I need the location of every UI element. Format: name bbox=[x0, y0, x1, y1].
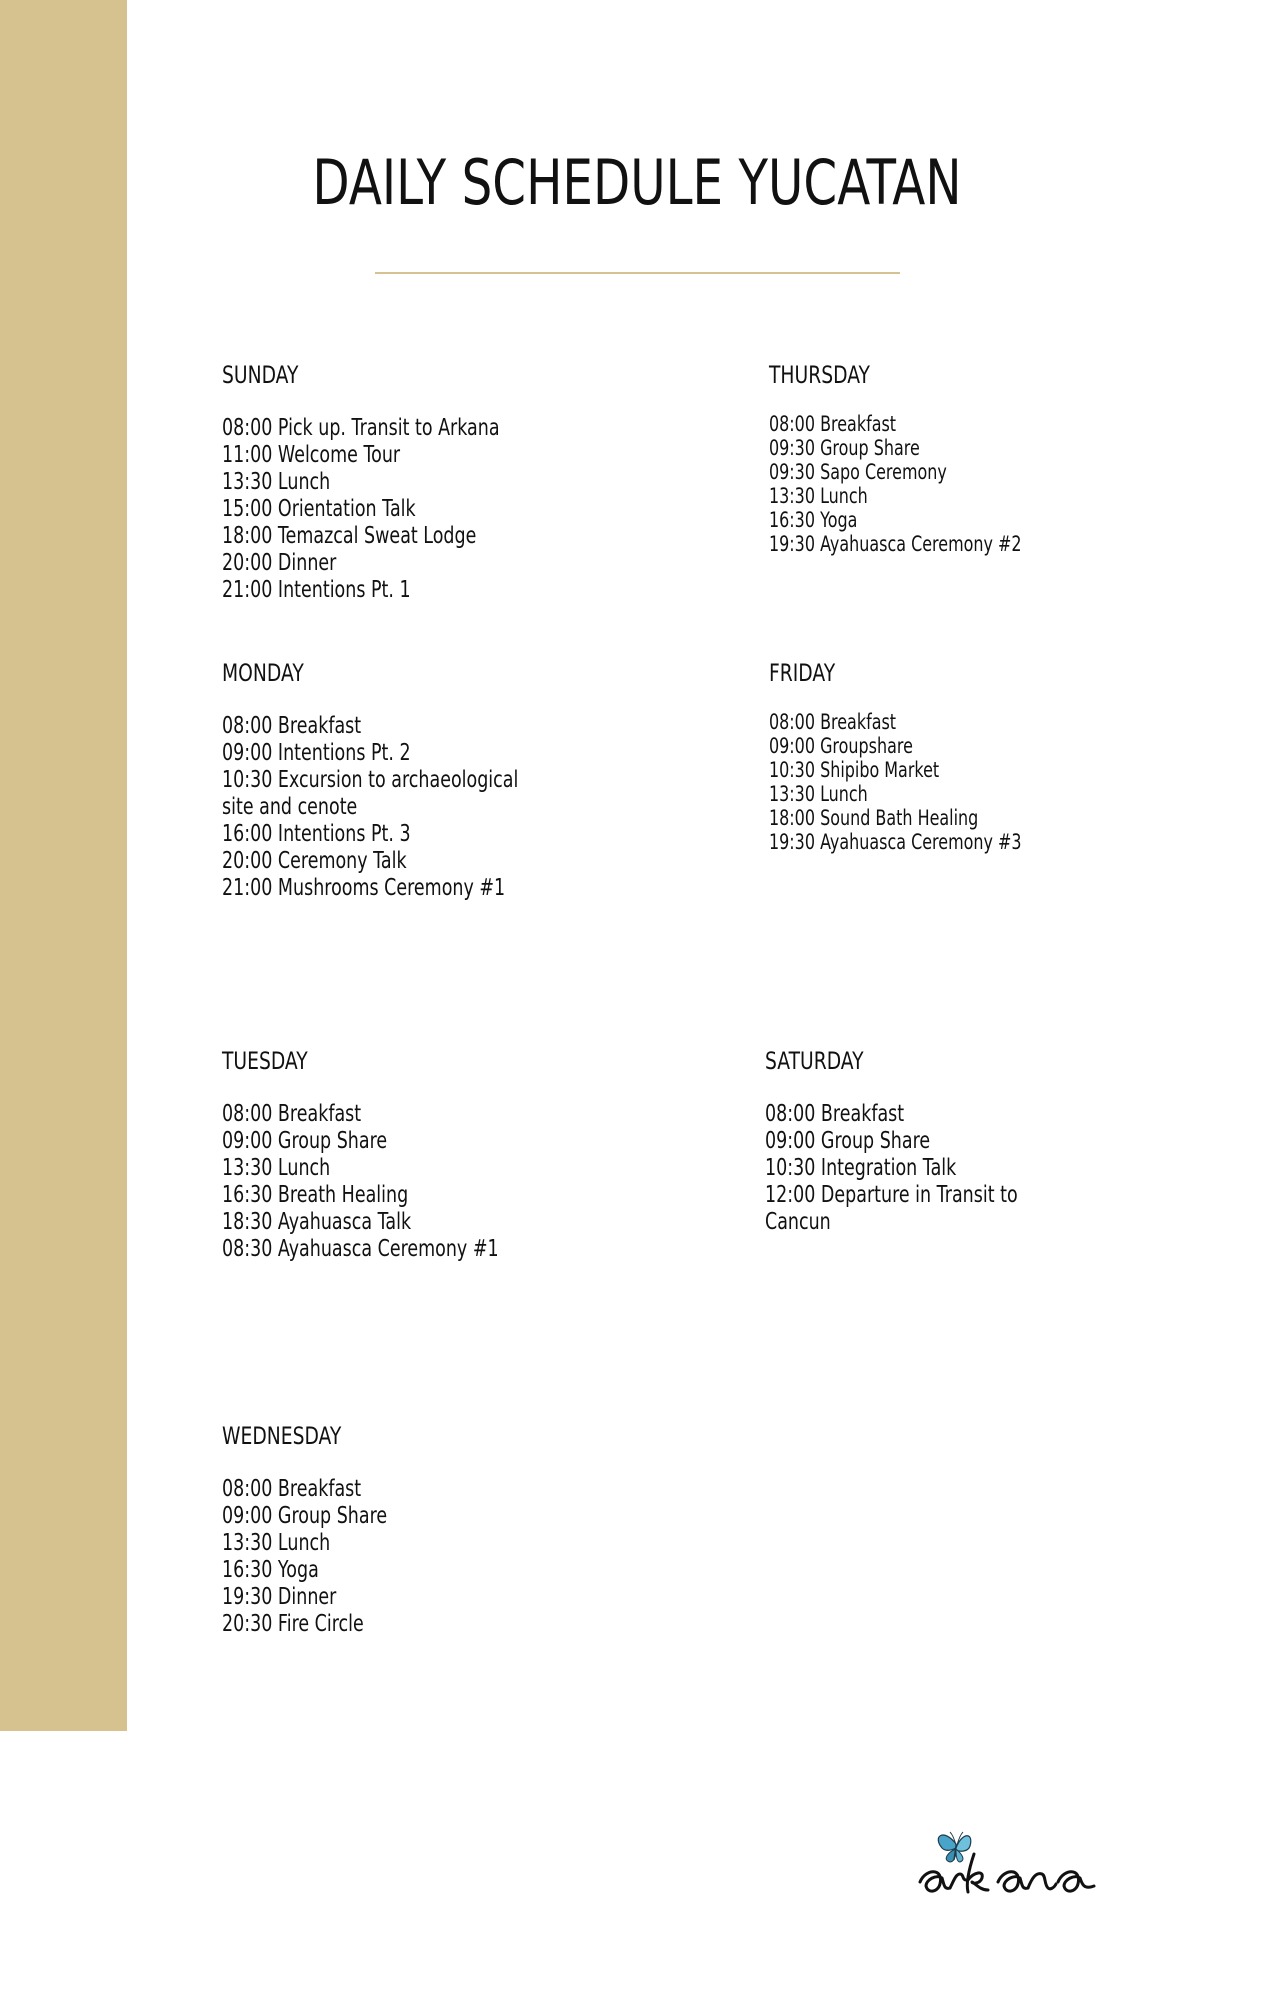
day-heading-monday: MONDAY bbox=[222, 659, 304, 687]
list-item: 08:00 Breakfast bbox=[765, 1101, 905, 1127]
list-item: 21:00 Intentions Pt. 1 bbox=[222, 577, 411, 603]
list-item: 19:30 Ayahuasca Ceremony #3 bbox=[769, 830, 1022, 854]
list-item: 10:30 Excursion to archaeological bbox=[222, 767, 519, 793]
list-item: 08:00 Breakfast bbox=[222, 1476, 362, 1502]
list-item: 15:00 Orientation Talk bbox=[222, 496, 416, 522]
list-item: 08:00 Pick up. Transit to Arkana bbox=[222, 415, 500, 441]
day-block-saturday bbox=[765, 1046, 1097, 1236]
list-item: 16:30 Yoga bbox=[222, 1557, 319, 1583]
list-item: 09:00 Group Share bbox=[765, 1128, 931, 1154]
list-item: 19:30 Dinner bbox=[222, 1584, 337, 1610]
list-item: 08:00 Breakfast bbox=[222, 713, 362, 739]
day-heading-wednesday: WEDNESDAY bbox=[222, 1422, 342, 1450]
list-item: 16:30 Breath Healing bbox=[222, 1182, 409, 1208]
day-items-friday bbox=[769, 710, 1101, 854]
list-item: 13:30 Lunch bbox=[222, 1530, 331, 1556]
day-items-tuesday bbox=[222, 1101, 586, 1263]
list-item: 09:00 Group Share bbox=[222, 1128, 388, 1154]
list-item: 20:00 Ceremony Talk bbox=[222, 848, 407, 874]
day-block-monday bbox=[222, 658, 612, 902]
list-item: 08:00 Breakfast bbox=[222, 1101, 362, 1127]
list-item: 21:00 Mushrooms Ceremony #1 bbox=[222, 875, 506, 901]
list-item: 13:30 Lunch bbox=[222, 1155, 331, 1181]
list-item: 13:30 Lunch bbox=[769, 782, 868, 806]
list-item: 09:00 Group Share bbox=[222, 1503, 388, 1529]
list-item: 18:00 Sound Bath Healing bbox=[769, 806, 979, 830]
list-item: 09:00 Groupshare bbox=[769, 734, 913, 758]
day-items-thursday bbox=[769, 412, 1101, 556]
list-item: 12:00 Departure in Transit to bbox=[765, 1182, 1018, 1208]
day-block-sunday bbox=[222, 360, 587, 604]
list-item: 09:30 Sapo Ceremony bbox=[769, 460, 947, 484]
day-items-saturday bbox=[765, 1101, 1097, 1236]
day-block-wednesday bbox=[222, 1421, 439, 1638]
day-heading-friday: FRIDAY bbox=[769, 659, 836, 687]
list-item: site and cenote bbox=[222, 794, 358, 820]
sidebar-accent-band bbox=[0, 0, 127, 1731]
page-title: DAILY SCHEDULE YUCATAN bbox=[312, 146, 962, 219]
day-block-friday bbox=[769, 658, 1101, 854]
day-heading-sunday: SUNDAY bbox=[222, 361, 299, 389]
list-item: 16:30 Yoga bbox=[769, 508, 858, 532]
list-item: 19:30 Ayahuasca Ceremony #2 bbox=[769, 532, 1022, 556]
list-item: 09:00 Intentions Pt. 2 bbox=[222, 740, 411, 766]
list-item: Cancun bbox=[765, 1209, 831, 1235]
list-item: 08:00 Breakfast bbox=[769, 710, 897, 734]
list-item: 10:30 Shipibo Market bbox=[769, 758, 940, 782]
day-items-sunday bbox=[222, 415, 587, 604]
title-divider bbox=[375, 272, 900, 274]
list-item: 11:00 Welcome Tour bbox=[222, 442, 401, 468]
list-item: 09:30 Group Share bbox=[769, 436, 920, 460]
day-heading-thursday: THURSDAY bbox=[769, 361, 870, 389]
list-item: 08:30 Ayahuasca Ceremony #1 bbox=[222, 1236, 499, 1262]
list-item: 20:00 Dinner bbox=[222, 550, 337, 576]
arkana-wordmark-icon bbox=[910, 1818, 1140, 1908]
day-items-monday bbox=[222, 713, 612, 902]
list-item: 10:30 Integration Talk bbox=[765, 1155, 957, 1181]
day-heading-saturday: SATURDAY bbox=[765, 1047, 864, 1075]
day-block-tuesday bbox=[222, 1046, 586, 1263]
butterfly-icon bbox=[938, 1832, 971, 1862]
list-item: 18:00 Temazcal Sweat Lodge bbox=[222, 523, 477, 549]
list-item: 13:30 Lunch bbox=[222, 469, 331, 495]
list-item: 13:30 Lunch bbox=[769, 484, 868, 508]
day-block-thursday bbox=[769, 360, 1101, 556]
list-item: 18:30 Ayahuasca Talk bbox=[222, 1209, 412, 1235]
arkana-logo bbox=[910, 1818, 1140, 1908]
day-items-wednesday bbox=[222, 1476, 439, 1638]
list-item: 08:00 Breakfast bbox=[769, 412, 897, 436]
list-item: 20:30 Fire Circle bbox=[222, 1611, 364, 1637]
list-item: 16:00 Intentions Pt. 3 bbox=[222, 821, 411, 847]
day-heading-tuesday: TUESDAY bbox=[222, 1047, 308, 1075]
